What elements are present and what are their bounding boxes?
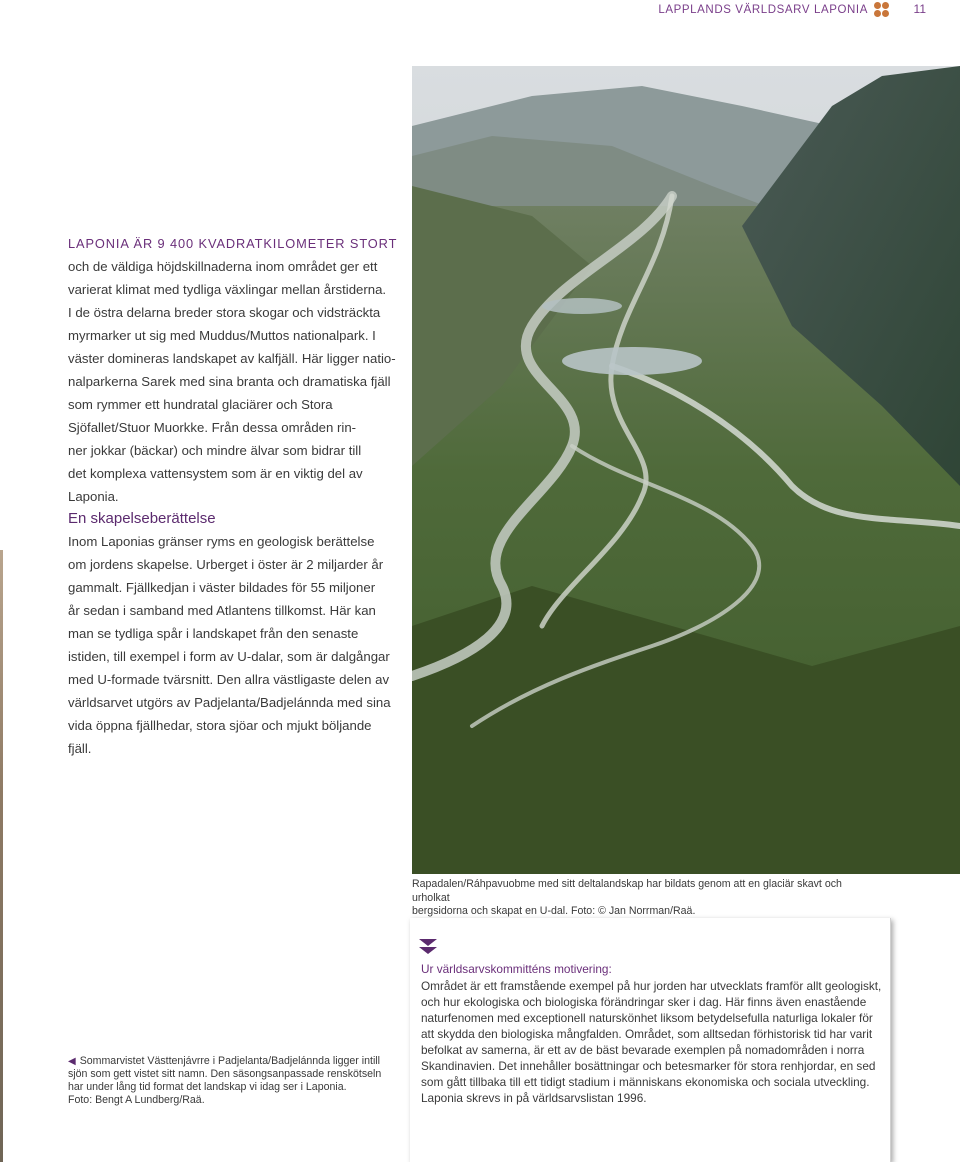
section-line: Inom Laponias gränser ryms en geologisk berättelse <box>68 534 375 549</box>
intro-line: myrmarker ut sig med Muddus/Muttos nationalpark. I <box>68 328 376 343</box>
valley-delta-photo <box>412 66 960 874</box>
motivation-title: Ur världsarvskommitténs motivering: <box>421 962 612 976</box>
section-heading: En skapelseberättelse <box>68 510 216 527</box>
page-header <box>658 2 890 18</box>
side-caption <box>68 1055 388 1107</box>
motivation-line: Laponia skrevs in på världsarvslistan 1996. <box>421 1091 647 1105</box>
side-caption-line: Sommarvistet Västtenjávrre i Padjelanta/Badjelánnda ligger intill <box>79 1055 381 1067</box>
page-number: 11 <box>913 2 926 16</box>
running-title: LAPPLANDS VÄRLDSARV LAPONIA <box>658 4 868 16</box>
side-photo-edge <box>0 550 3 1162</box>
motivation-line: Skandinavien. Det innehåller bosättningar och betesmarker för stora renhjordar, en sed <box>421 1059 876 1073</box>
photo-caption-line: bergsidorna och skapat en U-dal. Foto: © Jan Norrman/Raä. <box>412 905 696 917</box>
intro-line: Laponia. <box>68 489 119 504</box>
intro-line: det komplexa vattensystem som är en viktig del av <box>68 466 363 481</box>
motivation-line: naturfenomen med exceptionell naturskönhet liksom betydelsefulla naturliga lokaler för <box>421 1011 873 1025</box>
intro-line: väster domineras landskapet av kalfjäll. Här ligger natio- <box>68 351 396 366</box>
intro-line: Sjöfallet/Stuor Muorkke. Från dessa områden rin- <box>68 420 357 435</box>
double-triangle-down-icon <box>418 938 438 956</box>
section-line: med U-formade tvärsnitt. Den allra västligaste delen av <box>68 672 390 687</box>
photo-caption-line: Rapadalen/Ráhpavuobme med sitt deltalandskap har bildats genom att en glaciär skavt och urholkat <box>412 878 842 904</box>
section-line: istiden, till exempel i form av U-dalar, som är dalgångar <box>68 649 390 664</box>
valley-photo-illustration <box>412 66 960 874</box>
motivation-line: befolkat av samerna, är ett av de bäst bevarade exemplen på nomadområden i norra <box>421 1043 865 1057</box>
side-caption-line: sjön som gett vistet sitt namn. Den säsongsanpassade renskötseln <box>68 1068 382 1080</box>
motivation-line: att skydda den biologiska mångfalden. Området, som alltsedan förhistorisk tid har varit <box>421 1027 873 1041</box>
intro-line: ner jokkar (bäckar) och mindre älvar som bidrar till <box>68 443 362 458</box>
motivation-line: och hur ekologiska och biologiska förändringar sker i dag. Här finns även enastående <box>421 995 867 1009</box>
motivation-line: Området är ett framstående exempel på hur jorden har utvecklats framför allt geologiskt, <box>421 979 882 993</box>
intro-line: I de östra delarna breder stora skogar och vidsträckta <box>68 305 381 320</box>
motivation-body <box>421 978 887 1106</box>
motivation-line: som gått tillbaka till ett tidigt stadium i människans ekonomiska och sociala utveckling. <box>421 1075 870 1089</box>
section-line: om jordens skapelse. Urberget i öster är 2 miljarder år <box>68 557 384 572</box>
intro-line: varierat klimat med tydliga växlingar mellan årstiderna. <box>68 282 387 297</box>
section-line: år sedan i samband med Atlantens tillkomst. Här kan <box>68 603 376 618</box>
section-line: man se tydliga spår i landskapet från den senaste <box>68 626 359 641</box>
section-line: gammalt. Fjällkedjan i väster bildades för 55 miljoner <box>68 580 376 595</box>
section-line: världsarvet utgörs av Padjelanta/Badjelánnda med sina <box>68 695 391 710</box>
section-line: vida öppna fjällhedar, stora sjöar och mjukt böljande fjäll. <box>68 718 372 756</box>
side-caption-line: har under lång tid format det landskap vi idag ser i Laponia. <box>68 1081 347 1093</box>
intro-line: som rymmer ett hundratal glaciärer och Stora <box>68 397 333 412</box>
triangle-left-icon: ◀ <box>68 1056 76 1067</box>
intro-line: och de väldiga höjdskillnaderna inom området ger ett <box>68 259 378 274</box>
motivation-box <box>410 918 891 1162</box>
flower-icon <box>874 2 890 18</box>
intro-paragraph <box>68 255 398 508</box>
lead-heading: LAPONIA ÄR 9 400 KVADRATKILOMETER STORT <box>68 236 398 251</box>
section-paragraph <box>68 530 398 760</box>
photo-caption <box>412 878 882 919</box>
side-caption-line: Foto: Bengt A Lundberg/Raä. <box>68 1094 205 1106</box>
main-text-column <box>68 232 398 760</box>
intro-line: nalparkerna Sarek med sina branta och dramatiska fjäll <box>68 374 391 389</box>
